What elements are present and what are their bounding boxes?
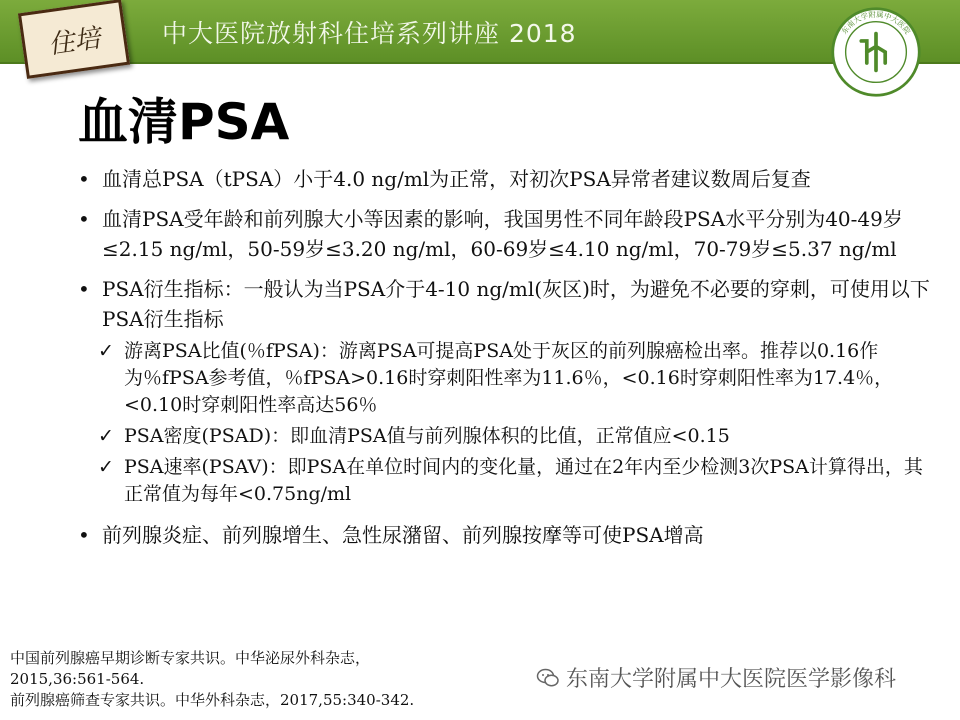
watermark-text: 东南大学附属中大医院医学影像科 [566, 667, 897, 692]
header-banner [0, 0, 960, 64]
hospital-seal-icon [830, 6, 922, 98]
badge-text: 住培 [46, 23, 103, 60]
sub-bullet-item: ✓ 游离PSA比值(％fPSA)：游离PSA可提高PSA处于灰区的前列腺癌检出率。推荐以0.16作为％fPSA参考值，％fPSA>0.16时穿刺阳性率为11.6％，<0.16时穿刺阳性率为17.4％，<0.10时穿刺阳性率高达56％ [76, 338, 936, 419]
residency-badge [18, 0, 130, 79]
bullet-item: • 血清PSA受年龄和前列腺大小等因素的影响，我国男性不同年龄段PSA水平分别为40-49岁≤2.15 ng/ml，50-59岁≤3.20 ng/ml，60-69岁≤4.10 ng/ml，70-79岁≤5.37 ng/ml [76, 204, 936, 264]
bullet-item: • PSA衍生指标：一般认为当PSA介于4-10 ng/ml(灰区)时，为避免不必要的穿刺，可使用以下PSA衍生指标 [76, 274, 936, 334]
wechat-icon [536, 666, 560, 690]
slide-title: 血清PSA [78, 93, 290, 151]
sub-bullet-item: ✓ PSA速率(PSAV)：即PSA在单位时间内的变化量，通过在2年内至少检测3次PSA计算得出，其正常值为每年<0.75ng/ml [76, 454, 936, 508]
seal-text: 东南大学附属中大医院 [839, 9, 913, 36]
header-title: 中大医院放射科住培系列讲座 2018 [162, 19, 577, 48]
bullet-item: • 前列腺炎症、前列腺增生、急性尿潴留、前列腺按摩等可使PSA增高 [76, 520, 936, 550]
reference-note [10, 648, 414, 711]
slide-content [76, 164, 936, 550]
bullet-item: • 血清总PSA（tPSA）小于4.0 ng/ml为正常，对初次PSA异常者建议数周后复查 [76, 164, 936, 194]
sub-bullet-item: ✓ PSA密度(PSAD)：即血清PSA值与前列腺体积的比值，正常值应<0.15 [76, 423, 936, 450]
reference-line: 2015,36:561-564. [10, 670, 145, 688]
reference-line: 中国前列腺癌早期诊断专家共识。中华泌尿外科杂志， [10, 649, 371, 667]
reference-line: 前列腺癌筛查专家共识。中华外科杂志，2017,55:340-342. [10, 691, 415, 709]
watermark [536, 662, 896, 693]
